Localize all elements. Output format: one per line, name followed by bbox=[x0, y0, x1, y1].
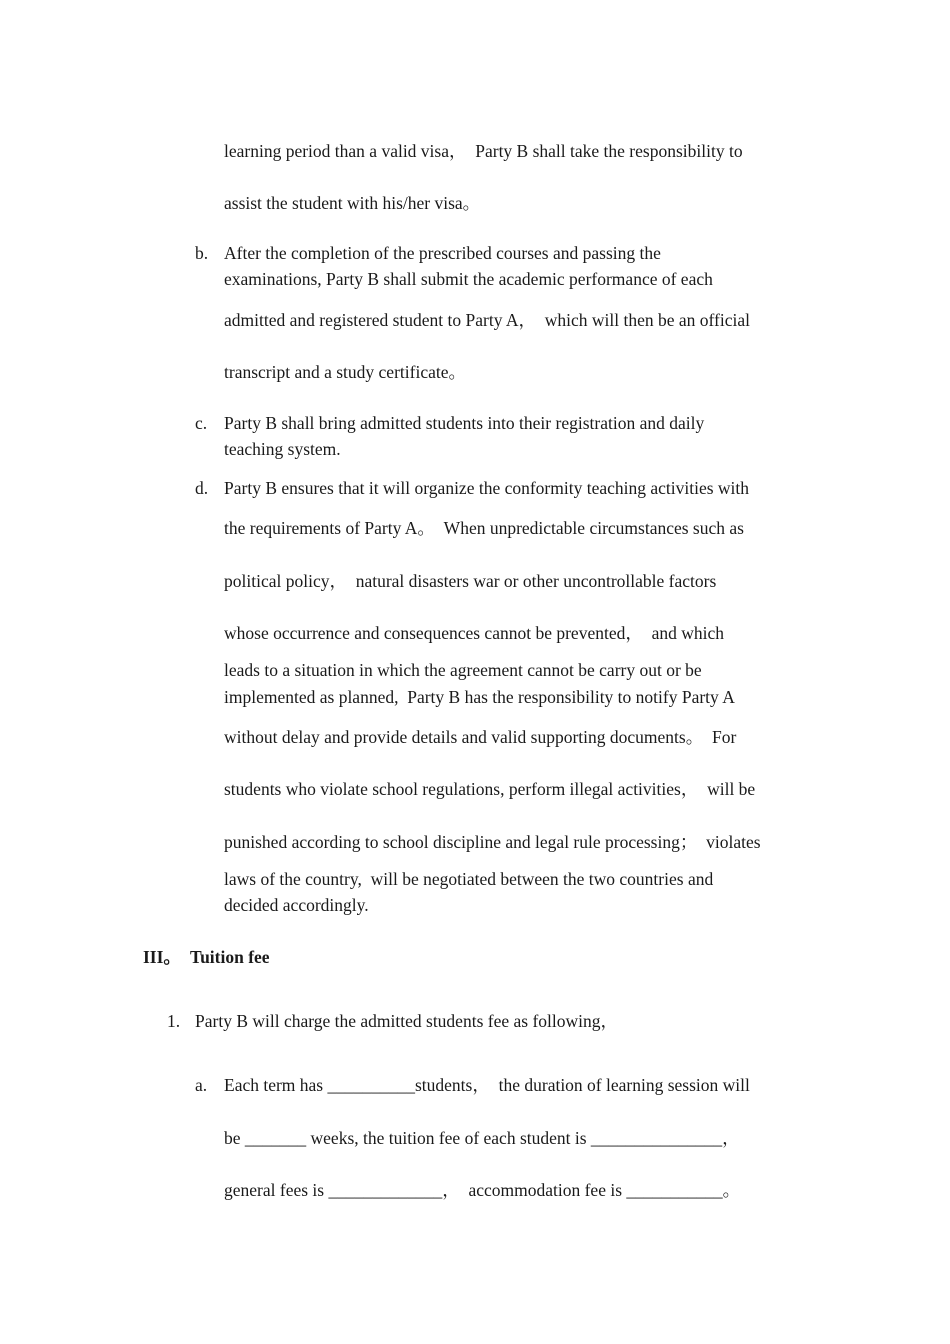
item-d-line-4: whose occurrence and consequences cannot be prevented， and which bbox=[224, 623, 724, 643]
item-d-line-7: without delay and provide details and valid supporting documents。 For bbox=[224, 727, 737, 747]
item-1a-marker: a. bbox=[195, 1075, 208, 1095]
item-a-line-1: learning period than a valid visa， Party B shall take the responsibility to bbox=[224, 141, 743, 161]
item-c-line-2: teaching system. bbox=[224, 439, 341, 459]
item-b-line-1: After the completion of the prescribed courses and passing the bbox=[224, 243, 661, 263]
item-c-line-1: Party B shall bring admitted students into their registration and daily bbox=[224, 413, 705, 433]
item-d-line-8: students who violate school regulations, perform illegal activities， will be bbox=[224, 779, 756, 799]
item-d-line-5: leads to a situation in which the agreement cannot be carry out or be bbox=[224, 660, 702, 680]
item-b-line-4: transcript and a study certificate。 bbox=[224, 362, 466, 382]
item-b-line-2: examinations, Party B shall submit the academic performance of each bbox=[224, 269, 713, 289]
item-1-text: Party B will charge the admitted students fee as following， bbox=[195, 1011, 618, 1031]
item-1-marker: 1. bbox=[167, 1011, 181, 1031]
item-1a-line-1: Each term has __________students， the duration of learning session will bbox=[224, 1075, 750, 1095]
item-d-line-10: laws of the country, will be negotiated between the two countries and bbox=[224, 869, 714, 889]
item-1a-line-3: general fees is _____________， accommodation fee is ___________。 bbox=[224, 1180, 741, 1200]
item-d-line-3: political policy， natural disasters war or other uncontrollable factors bbox=[224, 571, 717, 591]
item-d-line-11: decided accordingly. bbox=[224, 895, 369, 915]
section-number: III。 bbox=[143, 947, 181, 967]
item-a-line-2: assist the student with his/her visa。 bbox=[224, 193, 481, 213]
item-b-marker: b. bbox=[195, 243, 209, 263]
item-1a-line-2: be _______ weeks, the tuition fee of each student is _______________， bbox=[224, 1128, 740, 1148]
item-c-marker: c. bbox=[195, 413, 208, 433]
item-d-line-1: Party B ensures that it will organize the conformity teaching activities with bbox=[224, 478, 750, 498]
item-d-marker: d. bbox=[195, 478, 209, 498]
item-d-line-9: punished according to school discipline and legal rule processing； violates bbox=[224, 832, 761, 852]
item-d-line-6: implemented as planned, Party B has the responsibility to notify Party A bbox=[224, 687, 735, 707]
item-d-line-2: the requirements of Party A。 When unpredictable circumstances such as bbox=[224, 518, 744, 538]
section-title: Tuition fee bbox=[190, 947, 270, 967]
item-b-line-3: admitted and registered student to Party A， which will then be an official bbox=[224, 310, 751, 330]
